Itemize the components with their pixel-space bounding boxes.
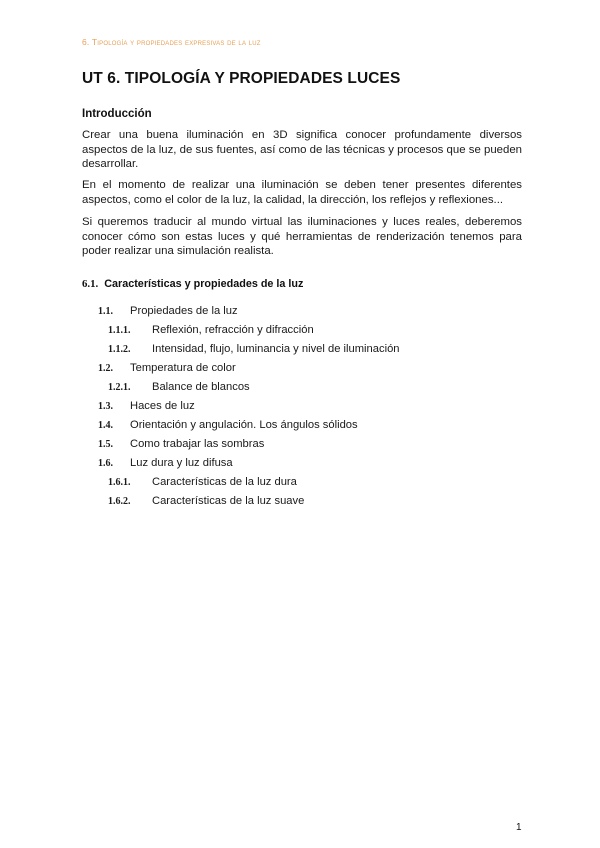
toc-item-number: 1.5. [98, 439, 113, 450]
toc-item [98, 438, 264, 450]
toc-item [108, 324, 314, 336]
toc-item [108, 495, 304, 507]
toc-item-number: 1.3. [98, 401, 113, 412]
intro-paragraph-1: Crear una buena iluminación en 3D significa conocer profundamente diversos aspectos de la luz, de sus fuentes, así como de las técnicas y procesos que se pueden desarrollar. [82, 129, 522, 171]
toc-item [98, 362, 236, 374]
toc-item-label: Temperatura de color [130, 362, 236, 374]
toc-item-number: 1.2.1. [108, 382, 131, 393]
toc-item-label: Como trabajar las sombras [130, 438, 265, 450]
toc-item-label: Orientación y angulación. Los ángulos sólidos [130, 419, 358, 431]
toc-item-number: 1.6.1. [108, 477, 131, 488]
toc-item-label: Haces de luz [130, 400, 195, 412]
toc-item-label: Reflexión, refracción y difracción [152, 324, 314, 336]
section-title: Características y propiedades de la luz [104, 278, 304, 290]
toc-item-label: Características de la luz suave [152, 495, 305, 507]
toc-item [98, 305, 238, 317]
toc-item-number: 1.6.2. [108, 496, 131, 507]
toc-item [108, 381, 250, 393]
toc-item [108, 343, 400, 355]
toc-item-number: 1.1.1. [108, 325, 131, 336]
section-heading [82, 278, 303, 290]
toc-item-number: 1.1.2. [108, 344, 131, 355]
toc-item-label: Balance de blancos [152, 381, 250, 393]
toc-item [108, 476, 297, 488]
running-header: 6. Tipología y propiedades expresivas de la luz [82, 37, 261, 47]
intro-paragraph-3: Si queremos traducir al mundo virtual las iluminaciones y luces reales, deberemos conocer cómo son estas luces y qué herramientas de renderización tenemos para poder realizar una simulación realista. [82, 216, 522, 258]
toc-item-number: 1.6. [98, 458, 113, 469]
toc-item [98, 457, 233, 469]
toc-item-number: 1.2. [98, 363, 113, 374]
toc-item-label: Propiedades de la luz [130, 305, 238, 317]
toc-item-label: Intensidad, flujo, luminancia y nivel de iluminación [152, 343, 400, 355]
page-number: 1 [516, 822, 522, 833]
toc-item-label: Luz dura y luz difusa [130, 457, 233, 469]
toc-item [98, 400, 195, 412]
intro-paragraph-2: En el momento de realizar una iluminación se deben tener presentes diferentes aspectos, como el color de la luz, la calidad, la dirección, los reflejos y reflexiones... [82, 179, 522, 206]
toc-item-number: 1.4. [98, 420, 113, 431]
toc-item [98, 419, 358, 431]
intro-heading: Introducción [82, 108, 152, 120]
section-number: 6.1. [82, 278, 99, 290]
toc-item-label: Características de la luz dura [152, 476, 297, 488]
document-title: UT 6. TIPOLOGÍA Y PROPIEDADES LUCES [82, 70, 401, 87]
toc-item-number: 1.1. [98, 306, 113, 317]
